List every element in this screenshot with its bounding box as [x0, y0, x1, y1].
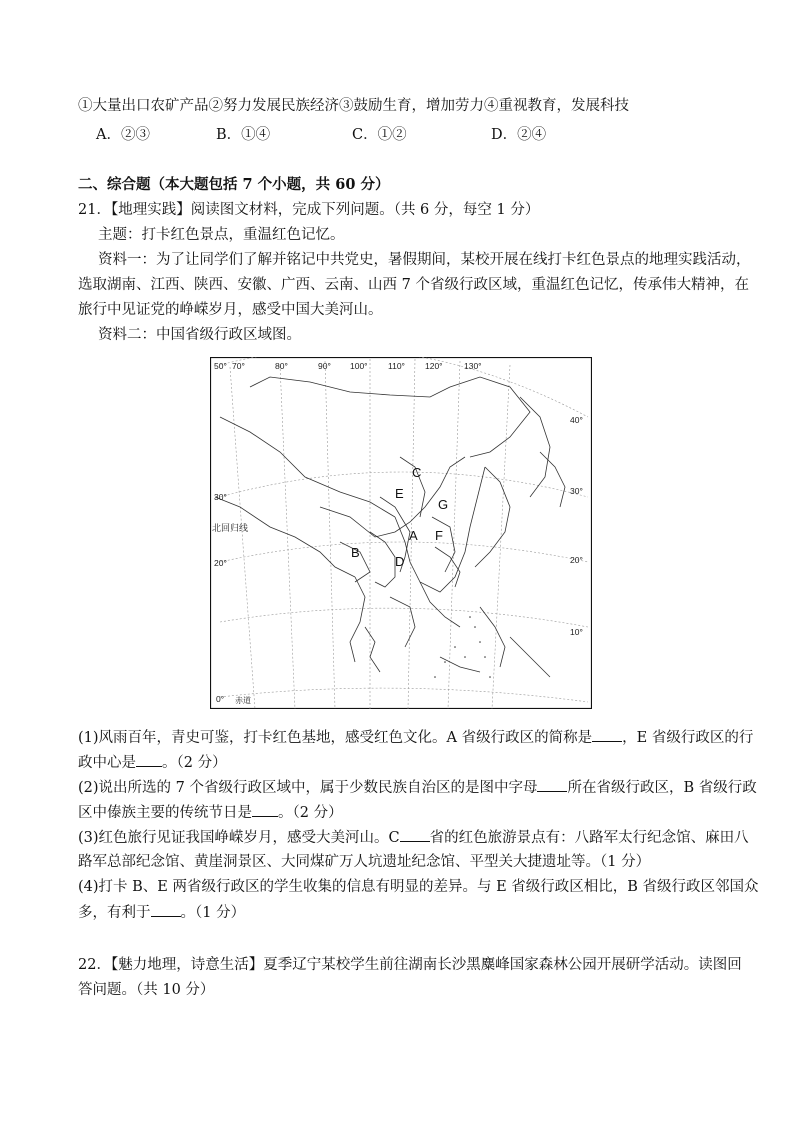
option-d: D．②④	[491, 127, 547, 143]
map-label-lat-40: 40°	[570, 415, 583, 425]
q21-material1-line3: 旅行中见证党的峥嵘岁月，感受中国大美河山。	[78, 302, 383, 318]
q21-sub1-line2	[78, 752, 227, 773]
map-label-lon-80: 80°	[275, 361, 288, 371]
q21-sub2-line2	[78, 802, 343, 823]
q21-sub3-text-a: (3)红色旅行见证我国峥嵘岁月，感受大美河山。C	[78, 830, 400, 846]
map-label-lon-110: 110°	[388, 361, 405, 371]
map-label-lat-20-right: 20°	[570, 555, 583, 565]
map-label-lat-50: 50°	[214, 361, 227, 371]
q21-sub4-line2	[78, 902, 245, 923]
q21-sub2-line1	[78, 777, 757, 798]
map-letter-e: E	[395, 486, 404, 501]
q21-theme: 主题：打卡红色景点，重温红色记忆。	[98, 227, 345, 243]
map-letter-g: G	[438, 497, 449, 512]
map-label-lon-70: 70°	[232, 361, 245, 371]
option-c: C．①②	[352, 127, 407, 143]
q21-sub1-text-d: 。（2 分）	[162, 755, 227, 771]
map-letter-b: B	[351, 545, 360, 560]
map-label-lon-100: 100°	[350, 361, 368, 371]
map-label-lon-90: 90°	[318, 361, 331, 371]
map-label-lon-120: 120°	[425, 361, 443, 371]
q21-sub3-line2: 路军总部纪念馆、黄崖洞景区、大同煤矿万人坑遗址纪念馆、平型关大捷遗址等。（1 分）	[78, 854, 651, 870]
map-equator-label: 赤道	[235, 696, 251, 705]
answer-blank-3[interactable]	[537, 777, 567, 792]
answer-blank-1[interactable]	[592, 727, 622, 742]
q21-sub2-text-c: 区中傣族主要的传统节日是	[78, 805, 252, 821]
q21-sub2-text-a: (2)说出所选的 7 个省级行政区域中，属于少数民族自治区的是图中字母	[78, 780, 538, 796]
answer-blank-2[interactable]	[136, 752, 162, 767]
map-label-lat-30-right: 30°	[570, 486, 583, 496]
q21-sub1-text-c: 政中心是	[78, 755, 136, 771]
q21-sub4-line1: (4)打卡 B、E 两省级行政区的学生收集的信息有明显的差异。与 E 省级行政区相比，B 省级行政区邻国众	[78, 879, 759, 895]
map-letter-d: D	[395, 554, 405, 569]
answer-blank-5[interactable]	[400, 827, 430, 842]
q21-stem: 21．【地理实践】阅读图文材料，完成下列问题。（共 6 分，每空 1 分）	[78, 202, 540, 218]
section-title: 二、综合题（本大题包括 7 个小题，共 60 分）	[78, 176, 390, 193]
map-label-lon-130: 130°	[464, 361, 482, 371]
answer-blank-4[interactable]	[252, 802, 278, 817]
q21-sub3-text-b: 省的红色旅游景点有：八路军太行纪念馆、麻田八	[429, 830, 749, 846]
q21-sub2-text-b: 所在省级行政区，B 省级行政	[567, 780, 757, 796]
q21-sub1-line1	[78, 727, 753, 748]
map-label-lat-0: 0°	[216, 694, 225, 704]
map-letter-f: F	[435, 528, 443, 543]
q21-material1-line2: 选取湖南、江西、陕西、安徽、广西、云南、山西 7 个省级行政区域，重温红色记忆，传承伟大精神，在	[78, 277, 749, 293]
previous-question-statement: ①大量出口农矿产品②努力发展民族经济③鼓励生育，增加劳力④重视教育，发展科技	[78, 98, 629, 114]
answer-blank-6[interactable]	[151, 902, 181, 917]
q22-line2: 答问题。（共 10 分）	[78, 982, 215, 998]
q21-sub2-text-d: 。（2 分）	[278, 805, 343, 821]
option-b: B．①④	[216, 127, 271, 143]
q21-sub4-text-c: 。（1 分）	[180, 905, 246, 921]
q21-material2: 资料二：中国省级行政区域图。	[98, 327, 301, 343]
q22-line1: 22．【魅力地理，诗意生活】夏季辽宁某校学生前往湖南长沙黑麋峰国家森林公园开展研学活动。读图回	[78, 957, 742, 973]
map-label-lat-10: 10°	[570, 627, 583, 637]
map-letter-c: C	[412, 465, 422, 480]
q21-material1-line1: 资料一：为了让同学们了解并铭记中共党史，暑假期间，某校开展在线打卡红色景点的地理实践活动，	[98, 252, 751, 268]
china-province-map	[210, 357, 592, 709]
map-letter-a: A	[409, 528, 418, 543]
q21-sub1-text-b: ，E 省级行政区的行	[622, 730, 754, 746]
q21-sub1-text-a: (1)风雨百年，青史可鉴，打卡红色基地，感受红色文化。A 省级行政区的简称是	[78, 730, 593, 746]
q21-sub4-text-b: 多，有利于	[78, 905, 151, 921]
map-label-lat-20-left: 20°	[214, 558, 227, 568]
option-a: A．②③	[96, 127, 150, 143]
map-label-lat-30-left: 30°	[214, 492, 227, 502]
q21-sub3-line1	[78, 827, 749, 848]
map-tropic-label: 北回归线	[212, 524, 249, 534]
